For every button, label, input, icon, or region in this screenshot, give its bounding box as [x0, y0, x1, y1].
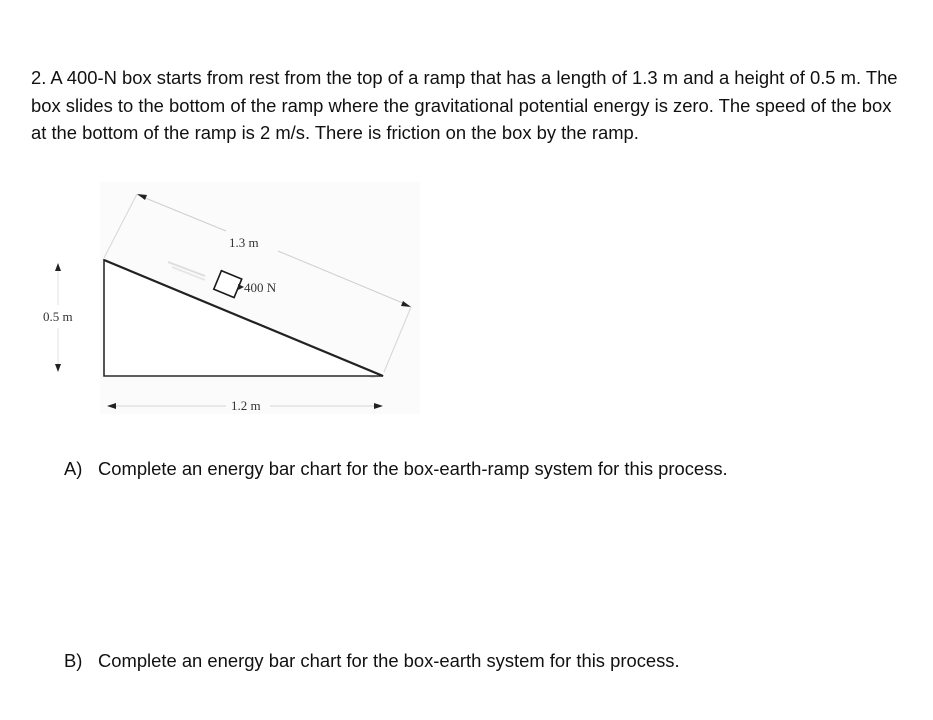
problem-statement: 2. A 400-N box starts from rest from the top of a ramp that has a length of 1.3 m and a height of 0.5 m. The box slides to the bottom of the ramp where the gravitational potential energy is zero. The speed of the box at the bottom of the ramp is 2 m/s. There is friction on the box by the ramp.: [31, 67, 898, 143]
weight-label: 400 N: [244, 280, 277, 295]
question-b-text: Complete an energy bar chart for the box-earth system for this process.: [98, 650, 680, 671]
question-b: [64, 650, 680, 672]
question-a-label: A): [64, 458, 83, 479]
length-label: 1.3 m: [229, 235, 259, 250]
arrowhead-icon: [55, 364, 61, 372]
base-label: 1.2 m: [231, 398, 261, 413]
question-a: [64, 458, 728, 480]
arrowhead-icon: [55, 263, 61, 271]
question-b-label: B): [64, 650, 83, 671]
question-a-text: Complete an energy bar chart for the box-earth-ramp system for this process.: [98, 458, 728, 479]
ramp-diagram: [0, 180, 470, 430]
height-label: 0.5 m: [43, 309, 73, 324]
